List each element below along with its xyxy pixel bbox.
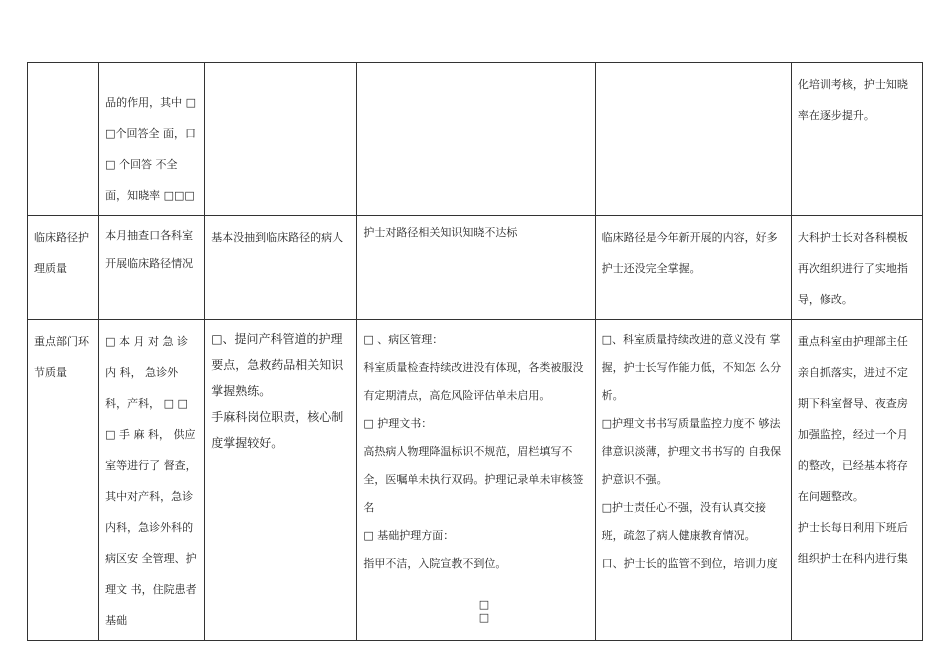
cell-text: 临床路径是今年新开展的内容，好多护士还没完全掌握。 bbox=[601, 231, 778, 275]
cell-text: 本月抽查口各科室开展临床路径情况 bbox=[105, 229, 194, 270]
cell-category bbox=[28, 63, 99, 216]
page-footer bbox=[478, 598, 490, 624]
footer-mark: □ bbox=[478, 611, 490, 624]
cell-text: □、提问产科管道的护理要点，急救药品相关知识掌握熟练。 bbox=[211, 332, 344, 398]
cell-text: 手麻科岗位职责，核心制度掌握较好。 bbox=[211, 410, 344, 450]
cell-text: □ 本 月 对 急 诊 内 科， 急诊外科，产科， □ □ □ 手 麻 科， 供应室等进行了 督查，其中对产科，急诊内科，急诊外科的病区安 全管理、护理文 书，住院患者基础 bbox=[105, 335, 197, 627]
cell-causes bbox=[595, 63, 791, 216]
cell-text: 大科护士长对各科模板 再次组织进行了实地指 导，修改。 bbox=[797, 231, 908, 306]
footer-mark: □ bbox=[478, 598, 490, 611]
cell-causes bbox=[595, 216, 791, 320]
cell-text: 科室质量检查持续改进没有体现，各类被服没有定期清点，高危风险评估单未启用。 bbox=[363, 361, 584, 402]
cell-findings bbox=[205, 63, 357, 216]
cell-text: 高热病人物理降温标识不规范，眉栏填写不全，医嘱单未执行双码。护理记录单未审核签名 bbox=[363, 445, 584, 514]
cell-text: 品的作用，其中 □□个回答全 面，口 □ 个回答 不全面，知晓率 □□□ bbox=[105, 96, 196, 202]
cell-check-content bbox=[99, 216, 205, 320]
cell-findings bbox=[205, 320, 357, 641]
cell-text: 指甲不洁，入院宣教不到位。 bbox=[363, 557, 507, 570]
cell-text: 护士长每日利用下班后 组织护士在科内进行集 bbox=[797, 521, 908, 565]
cell-category bbox=[28, 320, 99, 641]
cell-measures bbox=[791, 216, 922, 320]
cell-measures bbox=[791, 320, 922, 641]
cell-check-content bbox=[99, 63, 205, 216]
cell-text: □ 、病区管理： bbox=[363, 333, 444, 346]
cell-check-content bbox=[99, 320, 205, 641]
cell-category bbox=[28, 216, 99, 320]
cell-text: □ 护理文书： bbox=[363, 417, 433, 430]
table-row bbox=[28, 320, 923, 641]
cell-text: 化培训考核，护士知晓率在逐步提升。 bbox=[797, 78, 908, 122]
quality-table bbox=[27, 62, 923, 641]
cell-measures bbox=[791, 63, 922, 216]
table-row bbox=[28, 63, 923, 216]
cell-text: □ 基础护理方面： bbox=[363, 529, 455, 542]
cell-text: □、科室质量持续改进的意义没有 掌握，护士长写作能力低，不知怎 么分析。 bbox=[601, 333, 782, 402]
cell-text: 重点科室由护理部主任 亲自抓落实，进过不定 期下科室督导、夜查房 加强监控，经过一个月 的整改，已经基本将存 在问题整改。 bbox=[797, 335, 908, 503]
cell-text: 基本没抽到临床路径的病人 bbox=[211, 231, 344, 244]
table-row bbox=[28, 216, 923, 320]
cell-causes bbox=[595, 320, 791, 641]
cell-text: 护士对路径相关知识知晓不达标 bbox=[363, 226, 518, 239]
cell-problems bbox=[357, 63, 595, 216]
cell-findings bbox=[205, 216, 357, 320]
cell-text: □护士责任心不强，没有认真交接班，疏忽了病人健康教育情况。 bbox=[601, 501, 767, 542]
cell-text: □护理文书书写质量监控力度不 够法律意识淡薄，护理文书书写的 自我保护意识不强。 bbox=[601, 417, 782, 486]
cell-text: 临床路径护理质量 bbox=[34, 231, 89, 275]
cell-problems bbox=[357, 320, 595, 641]
cell-problems bbox=[357, 216, 595, 320]
cell-text: 重点部门环节质量 bbox=[34, 335, 89, 379]
cell-text: 口、护士长的监管不到位，培训力度 bbox=[601, 557, 778, 570]
